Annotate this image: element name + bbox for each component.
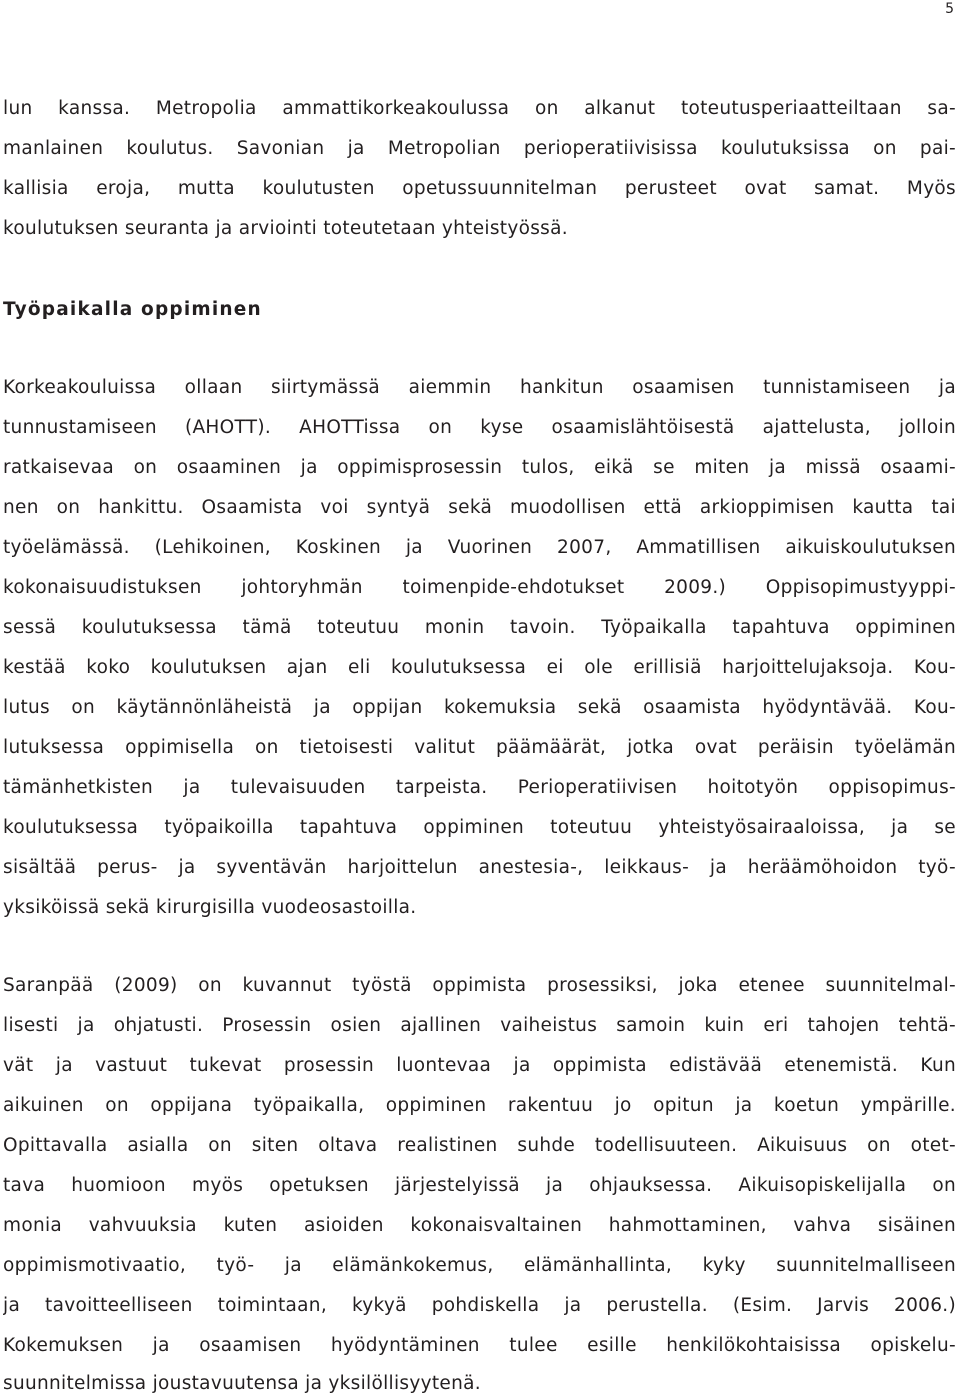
- paragraph-2-line: kestää koko koulutuksen ajan eli koulutuksessa ei ole erillisiä harjoittelujaksoja. Kou-: [3, 657, 956, 678]
- paragraph-3-line: suunnitelmissa joustavuutensa ja yksilöllisyytenä.: [3, 1373, 481, 1394]
- section-heading: Työpaikalla oppiminen: [3, 299, 262, 320]
- paragraph-2-line: yksiköissä sekä kirurgisilla vuodeosastoilla.: [3, 897, 417, 918]
- paragraph-2-line: kokonaisuudistuksen johtoryhmän toimenpide-ehdotukset 2009.) Oppisopimustyyppi-: [3, 577, 956, 598]
- paragraph-1-line: kallisia eroja, mutta koulutusten opetussuunnitelman perusteet ovat samat. Myös: [3, 178, 956, 199]
- paragraph-1-line: koulutuksen seuranta ja arviointi toteutetaan yhteistyössä.: [3, 218, 568, 239]
- page-number: 5: [945, 1, 954, 17]
- paragraph-3-line: Kokemuksen ja osaamisen hyödyntäminen tulee esille henkilökohtaisissa opiskelu-: [3, 1335, 956, 1356]
- paragraph-3-line: aikuinen on oppijana työpaikalla, oppiminen rakentuu jo opitun ja koetun ympärille.: [3, 1095, 956, 1116]
- paragraph-3-line: monia vahvuuksia kuten asioiden kokonaisvaltainen hahmottaminen, vahva sisäinen: [3, 1215, 956, 1236]
- paragraph-2-line: sisältää perus- ja syventävän harjoittelun anestesia-, leikkaus- ja heräämöhoidon työ-: [3, 857, 956, 878]
- paragraph-3-line: ja tavoitteelliseen toimintaan, kykyä pohdiskella ja perustella. (Esim. Jarvis 2006.): [3, 1295, 956, 1316]
- paragraph-2-line: nen on hankittu. Osaamista voi syntyä sekä muodollisen että arkioppimisen kautta tai: [3, 497, 956, 518]
- paragraph-3-line: tava huomioon myös opetuksen järjestelyissä ja ohjauksessa. Aikuisopiskelijalla on: [3, 1175, 956, 1196]
- paragraph-2-line: lutus on käytännönläheistä ja oppijan kokemuksia sekä osaamista hyödyntävää. Kou-: [3, 697, 956, 718]
- paragraph-2-line: työelämässä. (Lehikoinen, Koskinen ja Vuorinen 2007, Ammatillisen aikuiskoulutuksen: [3, 537, 956, 558]
- paragraph-1-line: lun kanssa. Metropolia ammattikorkeakoulussa on alkanut toteutusperiaatteiltaan sa-: [3, 98, 956, 119]
- paragraph-2-line: Korkeakouluissa ollaan siirtymässä aiemmin hankitun osaamisen tunnistamiseen ja: [3, 377, 956, 398]
- paragraph-2-line: koulutuksessa työpaikoilla tapahtuva oppiminen toteutuu yhteistyösairaaloissa, ja se: [3, 817, 956, 838]
- paragraph-2-line: tämänhetkisten ja tulevaisuuden tarpeista. Perioperatiivisen hoitotyön oppisopimus-: [3, 777, 956, 798]
- paragraph-1-line: manlainen koulutus. Savonian ja Metropolian perioperatiivisissa koulutuksissa on pai-: [3, 138, 956, 159]
- paragraph-2-line: lutuksessa oppimisella on tietoisesti valitut päämäärät, jotka ovat peräisin työelämän: [3, 737, 956, 758]
- paragraph-3-line: oppimismotivaatio, työ- ja elämänkokemus, elämänhallinta, kyky suunnitelmalliseen: [3, 1255, 956, 1276]
- paragraph-3-line: lisesti ja ohjatusti. Prosessin osien ajallinen vaiheistus samoin kuin eri tahojen tehtä-: [3, 1015, 956, 1036]
- paragraph-3-line: vät ja vastuut tukevat prosessin luontevaa ja oppimista edistävää etenemistä. Kun: [3, 1055, 956, 1076]
- paragraph-3-line: Opittavalla asialla on siten oltava realistinen suhde todellisuuteen. Aikuisuus on otet-: [3, 1135, 956, 1156]
- paragraph-3-line: Saranpää (2009) on kuvannut työstä oppimista prosessiksi, joka etenee suunnitelmal-: [3, 975, 956, 996]
- paragraph-2-line: tunnustamiseen (AHOTT). AHOTTissa on kyse osaamislähtöisestä ajattelusta, jolloin: [3, 417, 956, 438]
- paragraph-2-line: ratkaisevaa on osaaminen ja oppimisprosessin tulos, eikä se miten ja missä osaami-: [3, 457, 956, 478]
- paragraph-2-line: sessä koulutuksessa tämä toteutuu monin tavoin. Työpaikalla tapahtuva oppiminen: [3, 617, 956, 638]
